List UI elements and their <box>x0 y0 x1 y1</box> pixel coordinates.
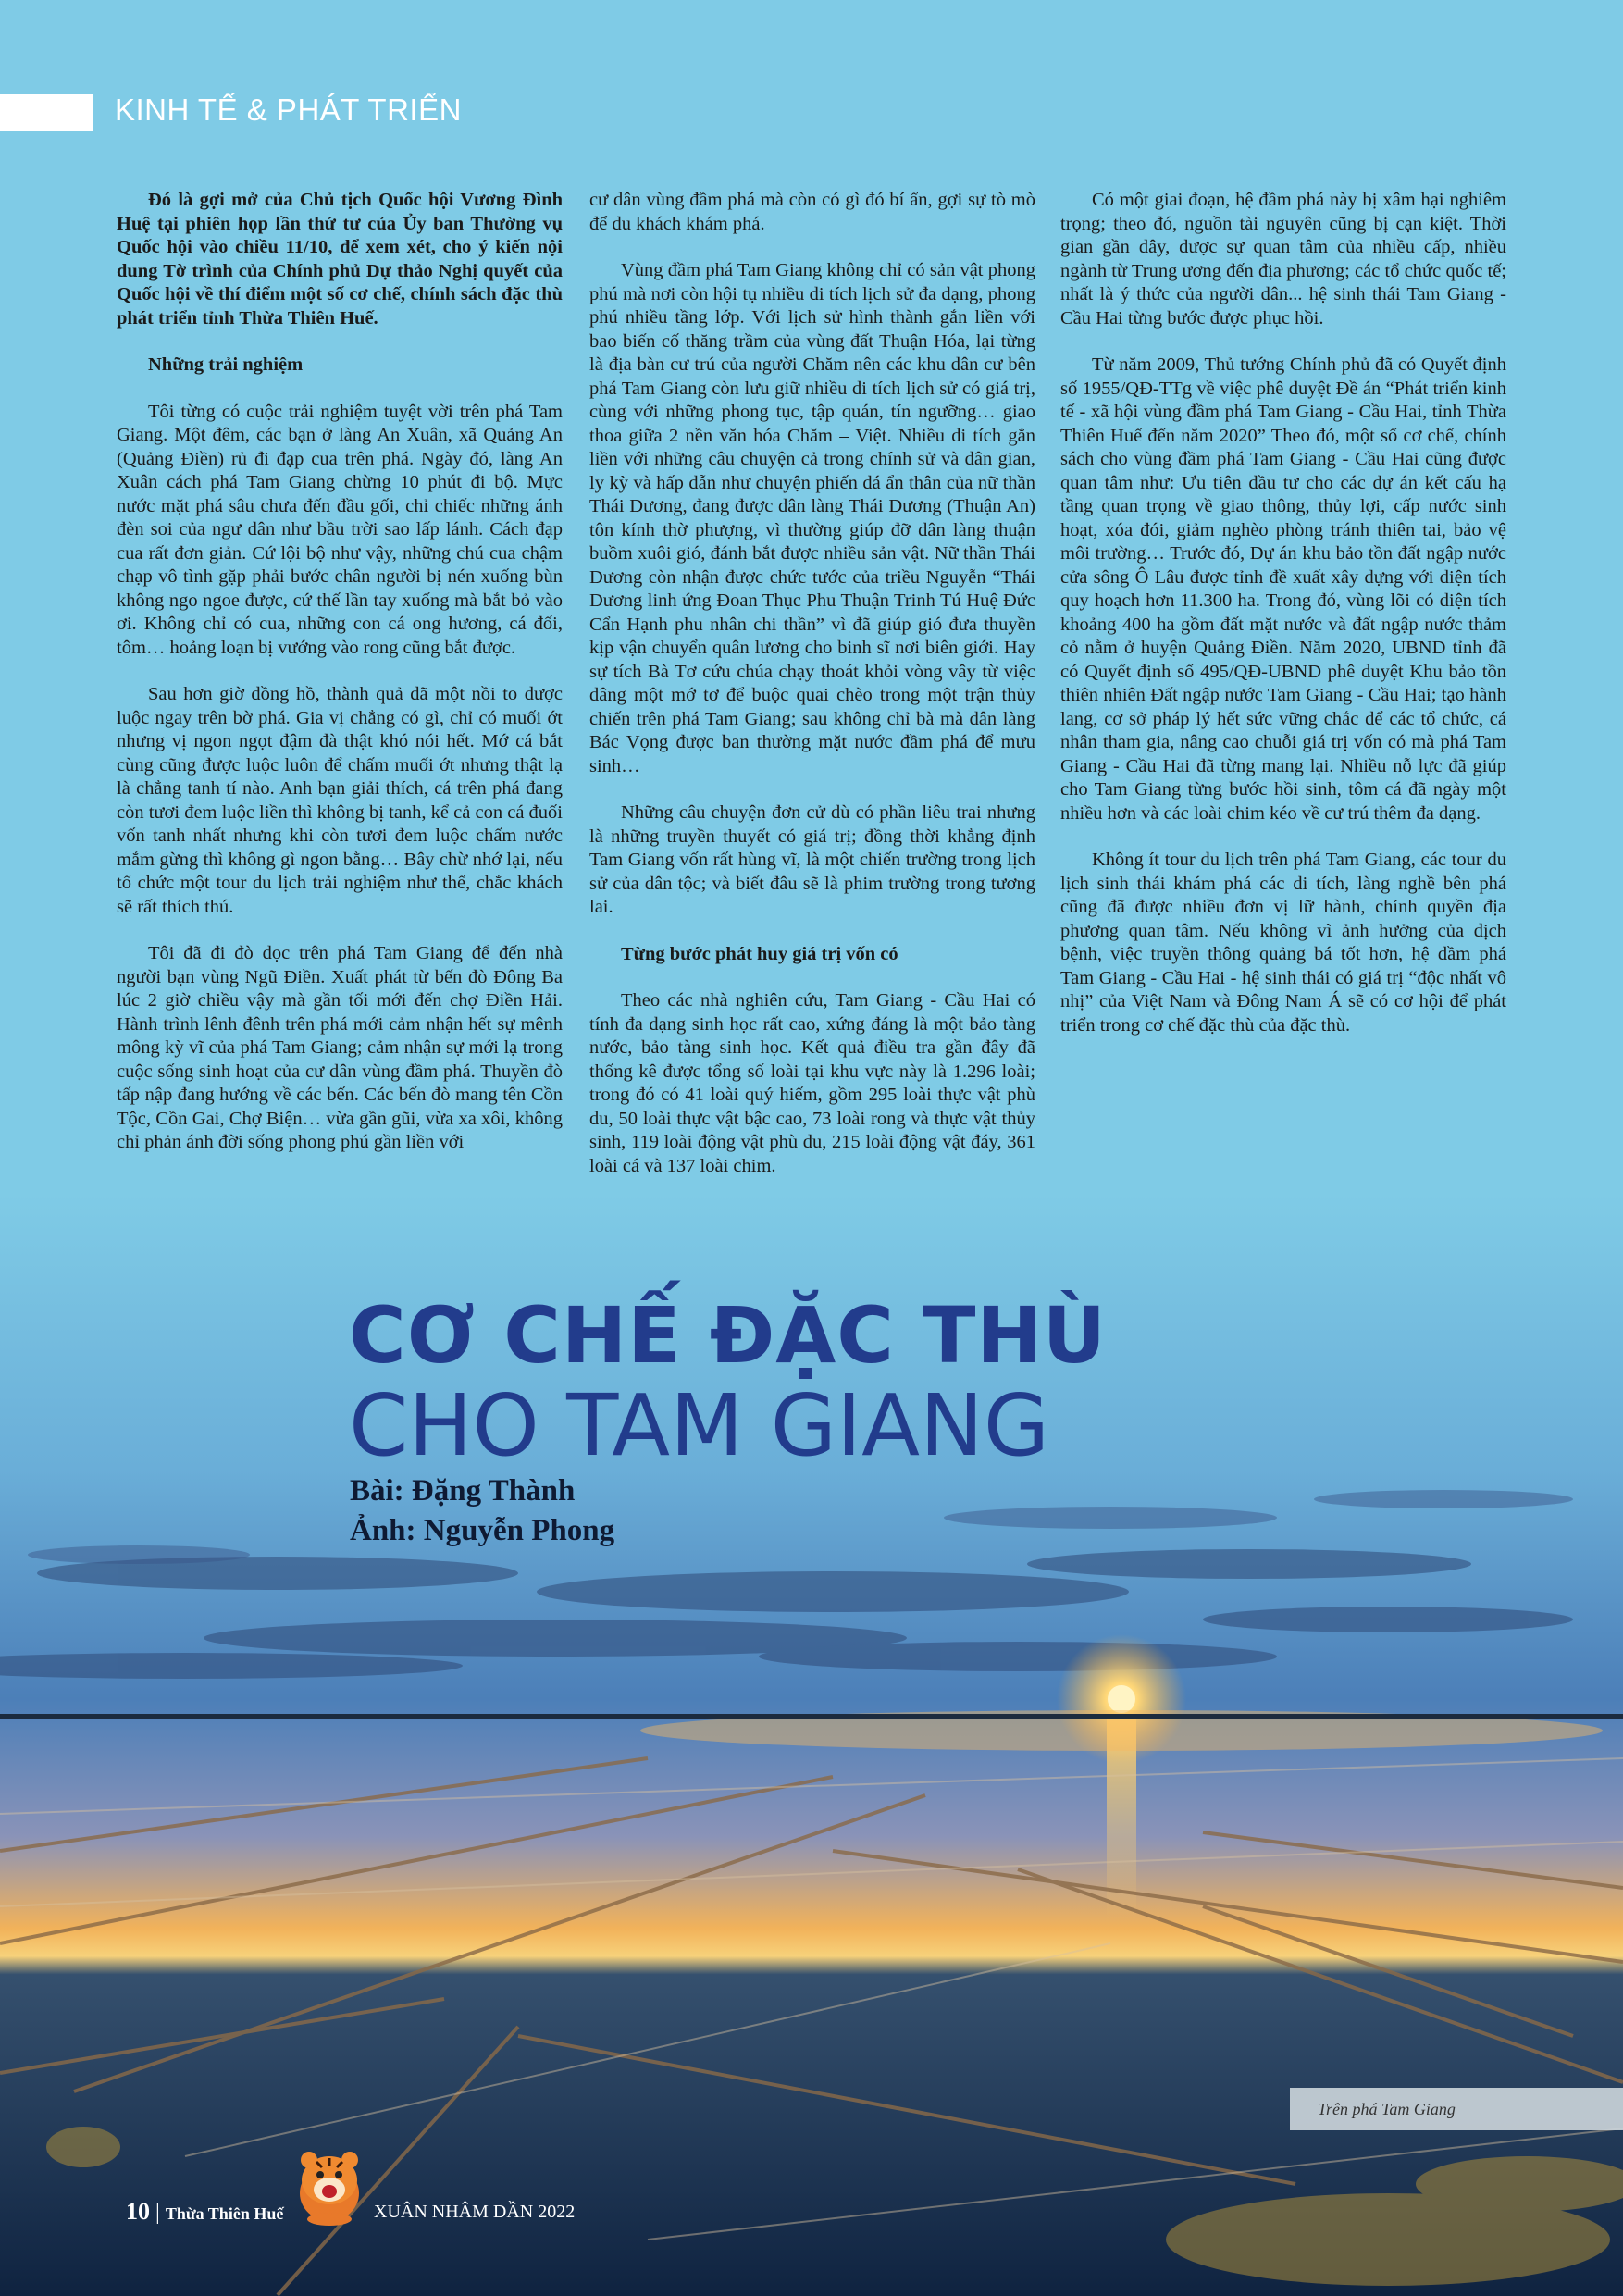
article-headline <box>349 1290 1107 1475</box>
section-marker <box>0 94 93 131</box>
byline <box>350 1471 614 1551</box>
page-number: 10 <box>126 2198 150 2225</box>
paragraph: Sau hơn giờ đồng hồ, thành quả đã một nồi to được luộc ngay trên bờ phá. Gia vị chẳng có gì, chỉ có muối ớt nhưng vị ngon ngọt đậm đà thật khó nói hết. Mớ cá bắt cùng cũng được luộc luôn để chấm muối ớt nhưng thật lạ là chẳng tanh tí nào. Anh bạn giải thích, cá trên phá đang còn tươi đem luộc liền thì không bị tanh, kể cả con cá đuối vốn tanh nhất nhưng khi còn tươi đem luộc chấm nước mắm gừng thì không gì ngon bằng… Bây chừ nhớ lại, nếu tổ chức một tour du lịch trải nghiệm như thế, chắc khách sẽ rất thích thú. <box>117 684 563 917</box>
paragraph: Vùng đầm phá Tam Giang không chỉ có sản vật phong phú mà nơi còn hội tụ nhiều di tích lịch sử đa dạng, phong phú nhiều tầng lớp. Với lịch sử hình thành gắn liền với bao biến cố thăng trầm của vùng đất Thuận Hóa, lại từng là địa bàn cư trú của người Chăm nên các khu dân cư bên phá Tam Giang còn lưu giữ nhiều di tích lịch sử có giá trị, cùng với những phong tục, tập quán, tín ngưỡng… giao thoa giữa 2 nền văn hóa Chăm – Việt. Nhiều di tích gắn liền với những câu chuyện cả trong chính sử và dân gian, ly kỳ và hấp dẫn như chuyện phiến đá ẩn thân của nữ thần Thái Dương, đang được dân làng Thái Dương (Thuận An) tôn kính thờ phượng, vì thường giúp đỡ dân làng thuận buồm xuôi gió, đánh bắt được nhiều sản vật. Nữ thần Thái Dương còn nhận được chức tước của triều Nguyễn “Thái Dương linh ứng Đoan Thục Phu Thuận Trinh Tú Huệ Đức Cẩn Hạnh phu nhân chi thần” vì đã giúp gió đưa thuyền kịp vận chuyển quân lương cho binh sĩ nơi biên giới. Hay sự tích Bà Tơ cứu chúa chạy thoát khỏi vòng vây từ việc dâng một mớ tơ để buộc quai chèo trong một trận thủy chiến trên phá Tam Giang; sau không chỉ bà mà dân làng Bác Vọng được ban thường mặt nước đầm phá để mưu sinh… <box>589 260 1035 776</box>
tiger-mascot-icon <box>283 2136 376 2228</box>
article-column-3 <box>1060 189 1506 1061</box>
footer-separator: | <box>155 2201 160 2225</box>
headline-line-1: CƠ CHẾ ĐẶC THÙ <box>349 1290 1107 1381</box>
paragraph: cư dân vùng đầm phá mà còn có gì đó bí ẩn, gợi sự tò mò để du khách khám phá. <box>589 190 1035 234</box>
section-title: KINH TẾ & PHÁT TRIỂN <box>115 93 462 127</box>
magazine-name: Thừa Thiên Huế <box>165 2204 284 2223</box>
issue-label: XUÂN NHÂM DẦN 2022 <box>374 2202 576 2222</box>
paragraph: Không ít tour du lịch trên phá Tam Giang, các tour du lịch sinh thái khám phá các di tích, làng nghề bên phá cũng đã được nhiều đơn vị lữ hành, chính quyền địa phương quan tâm. Nếu không vì ảnh hưởng của dịch bệnh, việc truyền thông quảng bá tốt hơn, hệ đầm phá Tam Giang - Cầu Hai - hệ sinh thái có giá trị “độc nhất vô nhị” của Việt Nam và Đông Nam Á sẽ có cơ hội để phát triển trong cơ chế đặc thù của đặc thù. <box>1060 850 1506 1036</box>
paragraph: Theo các nhà nghiên cứu, Tam Giang - Cầu Hai có tính đa dạng sinh học rất cao, xứng đáng là một bảo tàng nước, bảo tàng sinh học. Kết quả điều tra gần đây đã thống kê được tổng số loài tại khu vực này là 1.296 loài; trong đó có 41 loài quý hiếm, gồm 295 loài thực vật phù du, 50 loài thực vật bậc cao, 73 loài rong và thực vật thủy sinh, 119 loài động vật phù du, 215 loài động vật đáy, 361 loài cá và 137 loài chim. <box>589 990 1035 1176</box>
paragraph: Tôi từng có cuộc trải nghiệm tuyệt vời trên phá Tam Giang. Một đêm, các bạn ở làng An Xuân, xã Quảng An (Quảng Điền) rủ đi đạp cua trên phá. Ngày đó, làng An Xuân cách phá Tam Giang chừng 10 phút đi bộ. Mực nước mặt phá sâu chưa đến đầu gối, chỉ chiếc những ánh đèn soi của ngư dân như bầu trời sao lấp lánh. Cách đạp cua rất đơn giản. Cứ lội bộ như vậy, những chú cua chậm chạp vô tình gặp phải bước chân người bị nén xuống bùn không ngo ngoe được, cứ thế lần tay xuống mà bắt bỏ vào ơi. Không chỉ có cua, những con cá ong hương, cá đối, tôm… hoảng loạn bị vướng vào rong cũng bắt được. <box>117 401 563 658</box>
photo-caption: Trên phá Tam Giang <box>1290 2088 1623 2130</box>
byline-author: Bài: Đặng Thành <box>350 1474 576 1508</box>
page-footer <box>126 2198 576 2226</box>
paragraph: Tôi đã đi đò dọc trên phá Tam Giang để đến nhà người bạn vùng Ngũ Điền. Xuất phát từ bến đò Đông Ba lúc 2 giờ chiều vậy mà gần tối mới đến chợ Điền Hải. Hành trình lênh đênh trên phá mới cảm nhận hết sự mênh mông kỳ vĩ của phá Tam Giang; cảm nhận sự mới lạ trong cuộc sống sinh hoạt của cư dân vùng đầm phá. Thuyền đò tấp nập đang hướng về các bến. Các bến đò mang tên Cồn Tộc, Cồn Gai, Chợ Biện… vừa gần gũi, vừa xa xôi, không chỉ phản ánh đời sống phong phú gần liền với <box>117 943 563 1152</box>
article-column-2 <box>589 189 1035 1201</box>
headline-line-2: CHO TAM GIANG <box>349 1376 1050 1475</box>
paragraph: Từ năm 2009, Thủ tướng Chính phủ đã có Quyết định số 1955/QĐ-TTg về việc phê duyệt Đề án “Phát triển kinh tế - xã hội vùng đầm phá Tam Giang - Cầu Hai, tỉnh Thừa Thiên Huế đến năm 2020” Theo đó, một số cơ chế, chính sách cho vùng đầm phá Tam Giang - Cầu Hai cũng được quan tâm như: Ưu tiên đầu tư cho các dự án kết cấu hạ tầng quan trọng về giao thông, thủy lợi, cấp nước sinh hoạt, xóa đói, giảm nghèo phòng tránh thiên tai, bảo vệ môi trường… Trước đó, Dự án khu bảo tồn đất ngập nước cửa sông Ô Lâu được tỉnh đề xuất xây dựng với diện tích quy hoạch hơn 11.300 ha. Trong đó, vùng lõi có diện tích khoảng 400 ha gồm đất mặt nước và đất ngập nước thảm cỏ nằm ở huyện Quảng Điền. Năm 2020, UBND tỉnh đã có Quyết định số 495/QĐ-UBND phê duyệt Khu bảo tồn thiên nhiên Đất ngập nước Tam Giang - Cầu Hai; tạo hành lang, cơ sở pháp lý hết sức vững chắc để các tổ chức, cá nhân tham gia, nâng cao chuỗi giá trị vốn có mà phá Tam Giang - Cầu Hai đã từng mang lại. Nhiều nỗ lực đã giúp cho Tam Giang từng bước hồi sinh, tôm cá đã ngày một nhiều hơn và các loài chim kéo về cư trú thêm đa dạng. <box>1060 354 1506 824</box>
byline-photographer: Ảnh: Nguyễn Phong <box>350 1514 615 1547</box>
paragraph: Những câu chuyện đơn cử dù có phần liêu trai nhưng là những truyền thuyết có giá trị; đồng thời khẳng định Tam Giang vốn rất hùng vĩ, là một chiến trường trong lịch sử của dân tộc; và biết đâu sẽ là phim trường trong tương lai. <box>589 802 1035 917</box>
paragraph: Đó là gợi mở của Chủ tịch Quốc hội Vương Đình Huệ tại phiên họp lần thứ tư của Ủy ban Thường vụ Quốc hội vào chiều 11/10, để xem xét, cho ý kiến nội dung Tờ trình của Chính phủ Dự thảo Nghị quyết của Quốc hội về thí điểm một số cơ chế, chính sách đặc thù phát triển tỉnh Thừa Thiên Huế. <box>117 190 563 329</box>
article-column-1 <box>117 189 563 1178</box>
section-heading: Những trải nghiệm <box>148 354 304 375</box>
paragraph: Có một giai đoạn, hệ đầm phá này bị xâm hại nghiêm trọng; theo đó, nguồn tài nguyên cũng bị cạn kiệt. Thời gian gần đây, được sự quan tâm của nhiều cấp, nhiều ngành từ Trung ương đến địa phương; các tổ chức quốc tế; nhất là ý thức của người dân... hệ sinh thái Tam Giang - Cầu Hai từng bước được phục hồi. <box>1060 190 1506 329</box>
section-heading: Từng bước phát huy giá trị vốn có <box>621 943 898 964</box>
